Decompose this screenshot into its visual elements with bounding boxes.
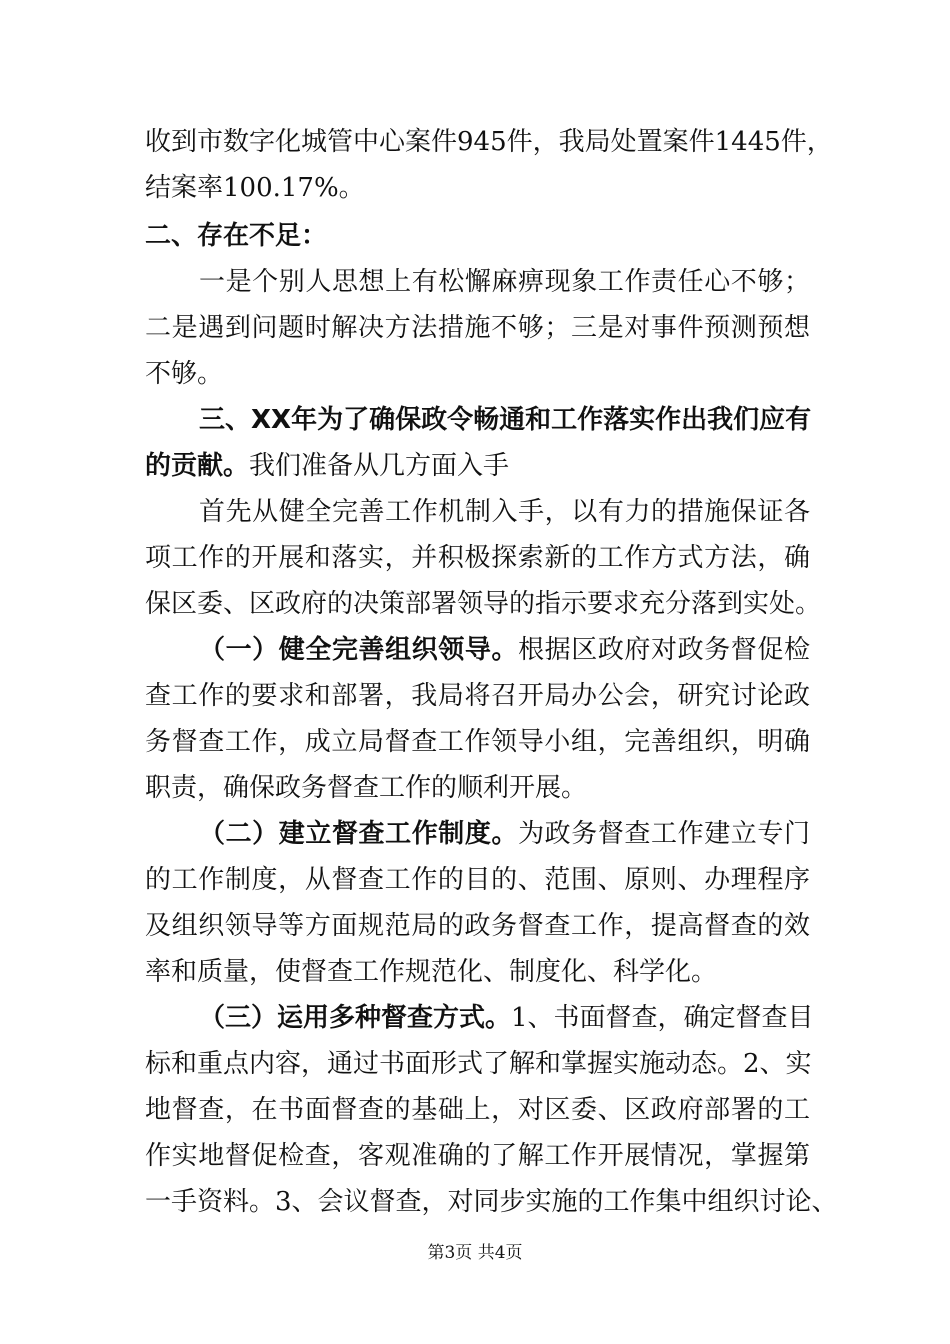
paragraph-case-stats xyxy=(145,119,833,211)
text-line: 不够。 xyxy=(145,359,224,389)
section-heading-shortcomings: 二、存在不足： xyxy=(145,221,328,251)
subsection-title: （一）健全完善组织领导。 xyxy=(199,635,519,665)
subsection-organization xyxy=(145,627,810,811)
page-footer: 第3页 共4页 xyxy=(427,1243,523,1263)
text-line: 一是个别人思想上有松懈麻痹现象工作责任心不够； xyxy=(199,267,810,297)
text-line: 务督查工作，成立局督查工作领导小组，完善组织，明确 xyxy=(145,727,810,757)
paragraph-mechanism xyxy=(145,489,822,627)
text-line: 的工作制度，从督查工作的目的、范围、原则、办理程序 xyxy=(145,865,810,895)
text-line: 三、XX年为了确保政令畅通和工作落实作出我们应有 xyxy=(199,405,812,435)
subsection-title: （三）运用多种督查方式。 xyxy=(199,1003,512,1033)
text-line: 率和质量，使督查工作规范化、制度化、科学化。 xyxy=(145,957,718,987)
text-line: 二是遇到问题时解决方法措施不够；三是对事件预测预想 xyxy=(145,313,810,343)
text-line: 结案率100.17%。 xyxy=(145,173,365,203)
plain-phrase: 根据区政府对政务督促检 xyxy=(518,635,810,665)
text-line: 职责，确保政务督查工作的顺利开展。 xyxy=(145,773,588,803)
text-line xyxy=(145,811,810,857)
text-line: 收到市数字化城管中心案件945件，我局处置案件1445件， xyxy=(145,127,833,157)
text-line xyxy=(145,443,810,489)
text-line: 标和重点内容，通过书面形式了解和掌握实施动态。2、实 xyxy=(145,1049,812,1079)
plain-phrase: 1、书面督查，确定督查目 xyxy=(511,1003,814,1033)
document-body xyxy=(145,119,838,1225)
plain-phrase: 为政务督查工作建立专门 xyxy=(518,819,810,849)
text-line: 保区委、区政府的决策部署领导的指示要求充分落到实处。 xyxy=(145,589,822,619)
text-line: 项工作的开展和落实，并积极探索新的工作方式方法，确 xyxy=(145,543,810,573)
text-line: 地督查，在书面督查的基础上，对区委、区政府部署的工 xyxy=(145,1095,810,1125)
text-line: 作实地督促检查，客观准确的了解工作开展情况，掌握第 xyxy=(145,1141,810,1171)
bold-phrase: 的贡献。 xyxy=(145,451,250,481)
subsection-methods xyxy=(145,995,838,1225)
section-heading-plan xyxy=(145,397,810,489)
text-line xyxy=(145,995,814,1041)
text-line: 查工作的要求和部署，我局将召开局办公会，研究讨论政 xyxy=(145,681,810,711)
paragraph-shortcomings xyxy=(145,259,810,397)
text-line: 首先从健全完善工作机制入手，以有力的措施保证各 xyxy=(199,497,810,527)
plain-phrase: 我们准备从几方面入手 xyxy=(249,451,510,481)
subsection-title: （二）建立督查工作制度。 xyxy=(199,819,519,849)
text-line: 一手资料。3、会议督查，对同步实施的工作集中组织讨论、 xyxy=(145,1187,838,1217)
text-line xyxy=(145,627,810,673)
subsection-system xyxy=(145,811,810,995)
text-line: 及组织领导等方面规范局的政务督查工作，提高督查的效 xyxy=(145,911,810,941)
